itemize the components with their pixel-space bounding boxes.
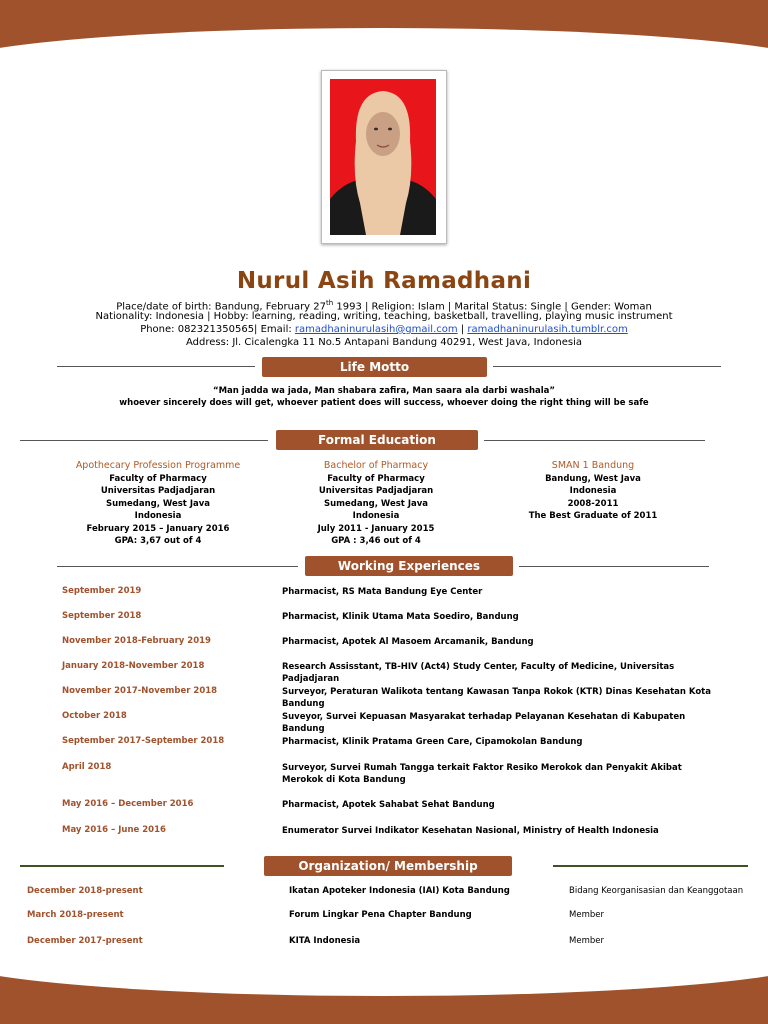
motto-divider-right	[493, 366, 721, 367]
nationality-info: Nationality: Indonesia | Hobby: learning, reading, writing, teaching, basketball, travelling, playing music instrument	[95, 311, 673, 322]
organization-divider-left	[20, 865, 224, 867]
tumblr-link[interactable]: ramadhaninurulasih.tumblr.com	[467, 324, 628, 335]
organization-heading: Organization/ Membership	[264, 856, 512, 876]
motto-divider-left	[57, 366, 255, 367]
education-divider-right	[484, 440, 705, 441]
email-link[interactable]: ramadhaninurulasih@gmail.com	[294, 324, 458, 335]
motto-quote: “Man jadda wa jada, Man shabara zafira, Man saara ala darbi washala”	[213, 386, 555, 396]
photo-portrait	[330, 79, 436, 235]
motto-translation: whoever sincerely does will get, whoever patient does will success, whoever doing the right thing will be safe	[119, 398, 649, 408]
education-title: Apothecary Profession Programme	[75, 460, 241, 471]
address-info: Address: Jl. Cicalengka 11 No.5 Antapani Bandung 40291, West Java, Indonesia	[185, 337, 583, 348]
birth-info: Place/date of birth: Bandung, February 27th 1993 | Religion: Islam | Marital Status: Single | Gender: Woman	[116, 299, 652, 313]
education-title: SMAN 1 Bandung	[551, 460, 635, 471]
experience-divider-right	[519, 566, 709, 567]
person-name: Nurul Asih Ramadhani	[236, 268, 532, 294]
working-experiences-heading: Working Experiences	[305, 556, 513, 576]
organization-divider-right	[553, 865, 748, 867]
education-apothecary: Apothecary Profession Programme Faculty of Pharmacy Universitas Padjadjaran Sumedang, West Java Indonesia February 2015 – January 2016 GPA: 3,67 out of 4	[48, 460, 268, 548]
contact-info: Phone: 082321350565| Email: ramadhaninurulasih@gmail.com | ramadhaninurulasih.tumblr.com	[140, 324, 628, 335]
life-motto-heading: Life Motto	[262, 357, 487, 377]
formal-education-heading: Formal Education	[276, 430, 478, 450]
education-title: Bachelor of Pharmacy	[323, 460, 429, 471]
bottom-arc-shape	[0, 916, 768, 996]
profile-photo	[321, 70, 447, 244]
education-divider-left	[20, 440, 268, 441]
experience-divider-left	[57, 566, 298, 567]
education-bachelor: Bachelor of Pharmacy Faculty of Pharmacy Universitas Padjadjaran Sumedang, West Java Indonesia July 2011 - January 2015 GPA : 3,46 out of 4	[266, 460, 486, 548]
education-highschool: SMAN 1 Bandung Bandung, West Java Indonesia 2008-2011 The Best Graduate of 2011	[483, 460, 703, 523]
portrait-illustration	[330, 79, 436, 235]
